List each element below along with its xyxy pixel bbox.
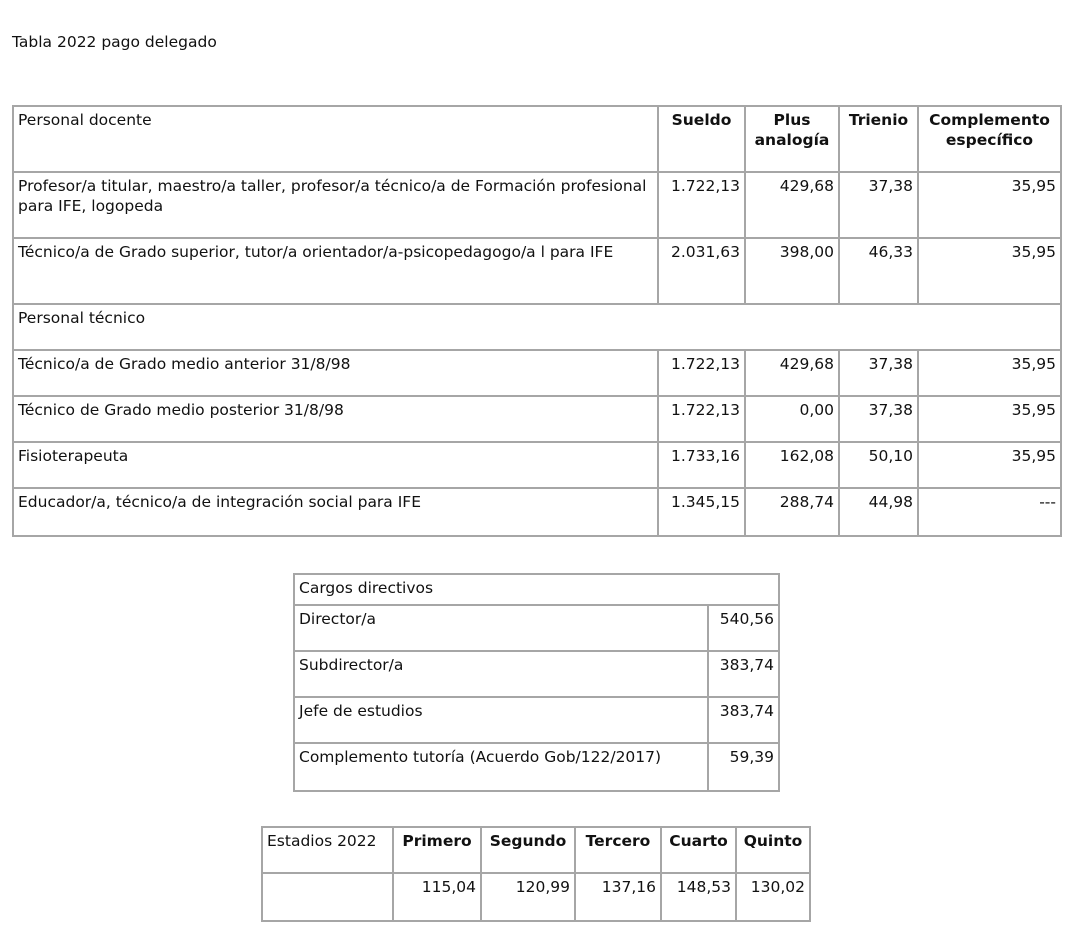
section-row bbox=[14, 305, 1060, 351]
sueldo-cell: 1.733,16 bbox=[659, 443, 746, 489]
amount-cell: 540,56 bbox=[709, 606, 778, 652]
cargos-directivos-table bbox=[293, 573, 780, 792]
cuarto-cell: 148,53 bbox=[662, 874, 737, 920]
plus-analogia-cell: 162,08 bbox=[746, 443, 840, 489]
section-label-personal-tecnico: Personal técnico bbox=[14, 305, 1060, 351]
table-header-row bbox=[14, 107, 1060, 173]
complemento-cell: 35,95 bbox=[919, 351, 1060, 397]
sueldo-cell: 1.722,13 bbox=[659, 351, 746, 397]
plus-analogia-cell: 429,68 bbox=[746, 351, 840, 397]
plus-analogia-cell: 398,00 bbox=[746, 239, 840, 305]
row-label: Profesor/a titular, maestro/a taller, profesor/a técnico/a de Formación profesional para IFE, logopeda bbox=[14, 173, 659, 239]
plus-analogia-cell: 288,74 bbox=[746, 489, 840, 535]
complemento-cell: 35,95 bbox=[919, 173, 1060, 239]
row-label: Técnico de Grado medio posterior 31/8/98 bbox=[14, 397, 659, 443]
complemento-cell: 35,95 bbox=[919, 397, 1060, 443]
row-label: Director/a bbox=[295, 606, 709, 652]
row-label: Técnico/a de Grado medio anterior 31/8/98 bbox=[14, 351, 659, 397]
table-header-row bbox=[263, 828, 809, 874]
complemento-cell: 35,95 bbox=[919, 239, 1060, 305]
header-personal-docente: Personal docente bbox=[14, 107, 659, 173]
row-label bbox=[263, 874, 394, 920]
header-tercero: Tercero bbox=[576, 828, 662, 874]
table-row bbox=[14, 489, 1060, 535]
primero-cell: 115,04 bbox=[394, 874, 482, 920]
sueldo-cell: 1.345,15 bbox=[659, 489, 746, 535]
plus-analogia-cell: 0,00 bbox=[746, 397, 840, 443]
table-row bbox=[14, 351, 1060, 397]
table-row bbox=[295, 744, 778, 790]
salary-table bbox=[12, 105, 1062, 537]
header-sueldo: Sueldo bbox=[659, 107, 746, 173]
trienio-cell: 46,33 bbox=[840, 239, 919, 305]
trienio-cell: 37,38 bbox=[840, 173, 919, 239]
segundo-cell: 120,99 bbox=[482, 874, 576, 920]
page-title: Tabla 2022 pago delegado bbox=[12, 33, 217, 51]
trienio-cell: 37,38 bbox=[840, 351, 919, 397]
sueldo-cell: 1.722,13 bbox=[659, 397, 746, 443]
table-row bbox=[295, 606, 778, 652]
row-label: Técnico/a de Grado superior, tutor/a orientador/a-psicopedagogo/a l para IFE bbox=[14, 239, 659, 305]
trienio-cell: 37,38 bbox=[840, 397, 919, 443]
header-quinto: Quinto bbox=[737, 828, 809, 874]
tercero-cell: 137,16 bbox=[576, 874, 662, 920]
table-row bbox=[263, 874, 809, 920]
table-row bbox=[14, 173, 1060, 239]
amount-cell: 383,74 bbox=[709, 698, 778, 744]
header-cuarto: Cuarto bbox=[662, 828, 737, 874]
table-row bbox=[14, 443, 1060, 489]
table-row bbox=[14, 397, 1060, 443]
table-row bbox=[295, 698, 778, 744]
sueldo-cell: 2.031,63 bbox=[659, 239, 746, 305]
estadios-table bbox=[261, 826, 811, 922]
sueldo-cell: 1.722,13 bbox=[659, 173, 746, 239]
header-trienio: Trienio bbox=[840, 107, 919, 173]
trienio-cell: 44,98 bbox=[840, 489, 919, 535]
complemento-cell: 35,95 bbox=[919, 443, 1060, 489]
plus-analogia-cell: 429,68 bbox=[746, 173, 840, 239]
header-estadios: Estadios 2022 bbox=[263, 828, 394, 874]
table-row bbox=[295, 652, 778, 698]
cargos-header: Cargos directivos bbox=[295, 575, 778, 606]
header-segundo: Segundo bbox=[482, 828, 576, 874]
row-label: Complemento tutoría (Acuerdo Gob/122/2017) bbox=[295, 744, 709, 790]
row-label: Subdirector/a bbox=[295, 652, 709, 698]
table-row bbox=[14, 239, 1060, 305]
quinto-cell: 130,02 bbox=[750, 878, 805, 896]
row-label: Educador/a, técnico/a de integración social para IFE bbox=[14, 489, 659, 535]
header-primero: Primero bbox=[394, 828, 482, 874]
row-label: Fisioterapeuta bbox=[14, 443, 659, 489]
header-complemento-especifico: Complemento específico bbox=[919, 107, 1060, 173]
complemento-cell: --- bbox=[1039, 493, 1056, 511]
amount-cell: 383,74 bbox=[709, 652, 778, 698]
trienio-cell: 50,10 bbox=[840, 443, 919, 489]
header-plus-analogia: Plus analogía bbox=[746, 107, 840, 173]
row-label: Jefe de estudios bbox=[295, 698, 709, 744]
table-header-row bbox=[295, 575, 778, 606]
amount-cell: 59,39 bbox=[729, 748, 774, 766]
